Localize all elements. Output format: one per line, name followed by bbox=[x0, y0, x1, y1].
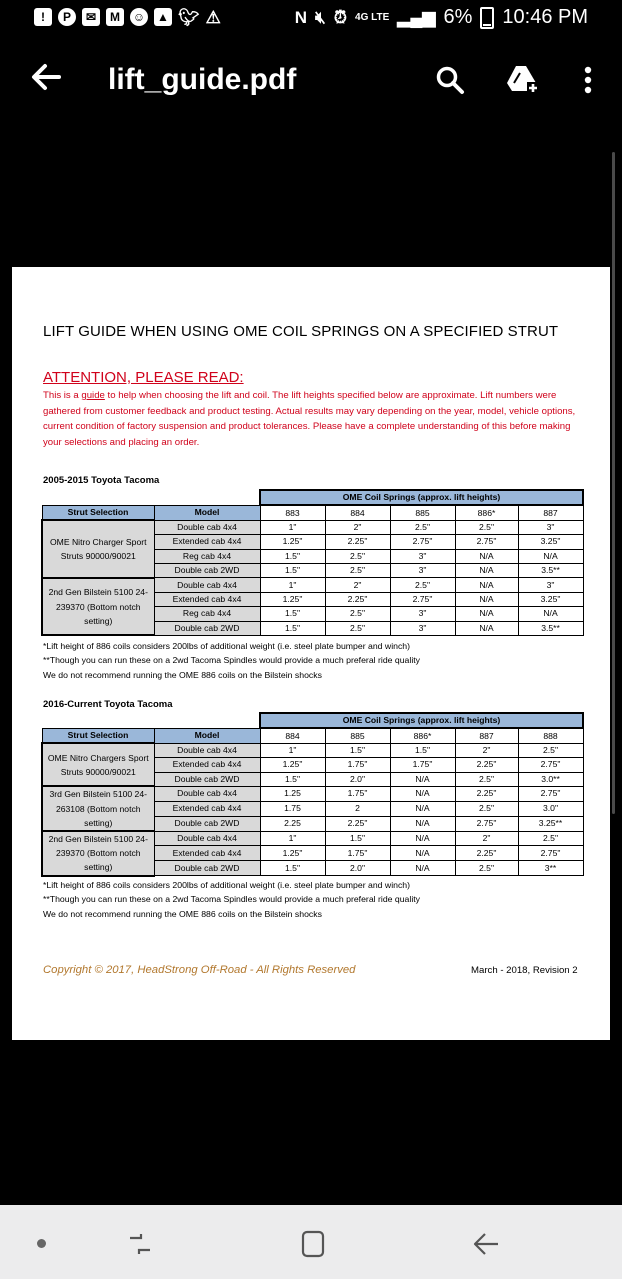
table-row bbox=[42, 786, 583, 801]
pdf-page bbox=[12, 267, 610, 1040]
model-cell: Double cab 4x4 bbox=[154, 831, 260, 846]
back-button[interactable] bbox=[26, 60, 66, 100]
model-cell: Double cab 2WD bbox=[154, 772, 260, 786]
recents-icon bbox=[126, 1230, 154, 1258]
doc-heading: LIFT GUIDE WHEN USING OME COIL SPRINGS ON A SPECIFIED STRUT bbox=[43, 323, 559, 340]
lift-value-cell: 2" bbox=[455, 831, 518, 846]
clock: 10:46 PM bbox=[502, 6, 588, 28]
lift-value-cell: 2.25" bbox=[325, 592, 390, 606]
lift-value-cell: 1.5" bbox=[390, 743, 455, 757]
lift-value-cell: 3.25" bbox=[518, 592, 583, 606]
lift-value-cell: 3" bbox=[390, 607, 455, 621]
nav-dot[interactable] bbox=[37, 1239, 46, 1248]
lift-value-cell: 1.25 bbox=[260, 786, 325, 801]
alert-icon: ! bbox=[34, 8, 52, 26]
lift-value-cell: N/A bbox=[390, 846, 455, 861]
lift-value-cell: 1.5" bbox=[260, 563, 325, 577]
coil-column-header: 886* bbox=[455, 505, 518, 520]
lift-value-cell: 2.25" bbox=[325, 816, 390, 831]
add-to-drive-button[interactable] bbox=[503, 60, 543, 100]
model-cell: Double cab 4x4 bbox=[154, 743, 260, 757]
arrow-back-icon bbox=[29, 60, 63, 94]
coil-springs-header: OME Coil Springs (approx. lift heights) bbox=[260, 490, 583, 505]
lift-value-cell: 3** bbox=[518, 861, 583, 876]
battery-percent: 6% bbox=[443, 6, 473, 28]
table-row bbox=[42, 743, 583, 757]
warning-icon: ⚠ bbox=[205, 8, 221, 27]
home-icon bbox=[299, 1229, 327, 1259]
lift-value-cell: 3" bbox=[390, 563, 455, 577]
search-icon bbox=[435, 65, 465, 95]
lift-value-cell: 1.75" bbox=[325, 846, 390, 861]
lift-value-cell: 2.5" bbox=[325, 621, 390, 635]
table-blank-corner bbox=[42, 713, 260, 728]
model-cell: Extended cab 4x4 bbox=[154, 846, 260, 861]
coil-column-header: 884 bbox=[260, 728, 325, 743]
guide-link[interactable]: guide bbox=[81, 390, 105, 401]
lift-value-cell: N/A bbox=[390, 786, 455, 801]
battery-icon bbox=[480, 7, 494, 29]
lift-value-cell: 1.25" bbox=[260, 535, 325, 549]
scrollbar[interactable] bbox=[612, 152, 615, 814]
coil-column-header: 885 bbox=[390, 505, 455, 520]
lift-value-cell: 3" bbox=[518, 520, 583, 534]
lift-value-cell: 2.75" bbox=[518, 846, 583, 861]
lift-value-cell: 1.5" bbox=[260, 772, 325, 786]
table-row bbox=[42, 831, 583, 846]
lift-value-cell: N/A bbox=[518, 607, 583, 621]
model-cell: Double cab 2WD bbox=[154, 861, 260, 876]
lift-value-cell: 2.5" bbox=[325, 607, 390, 621]
lift-value-cell: N/A bbox=[390, 801, 455, 816]
model-cell: Extended cab 4x4 bbox=[154, 592, 260, 606]
lift-value-cell: 2.5" bbox=[518, 743, 583, 757]
note-line: *Lift height of 886 coils considers 200lbs of additional weight (i.e. steel plate bumper and winch) bbox=[43, 641, 411, 651]
lift-value-cell: 2.25 bbox=[260, 816, 325, 831]
lift-value-cell: 1.75 bbox=[260, 801, 325, 816]
document-title: lift_guide.pdf bbox=[108, 63, 297, 96]
lift-value-cell: 2.0" bbox=[325, 861, 390, 876]
lift-value-cell: 1.5" bbox=[260, 621, 325, 635]
lift-value-cell: 1" bbox=[260, 831, 325, 846]
mail-icon: ✉ bbox=[82, 8, 100, 26]
lift-value-cell: N/A bbox=[455, 592, 518, 606]
twitter-icon: 🐦︎ bbox=[178, 8, 200, 27]
coil-column-header: 886* bbox=[390, 728, 455, 743]
lift-value-cell: N/A bbox=[455, 563, 518, 577]
model-cell: Double cab 4x4 bbox=[154, 786, 260, 801]
lift-value-cell: 2.25" bbox=[455, 758, 518, 772]
lift-value-cell: 1" bbox=[260, 578, 325, 592]
lift-value-cell: 2.5" bbox=[325, 549, 390, 563]
lift-value-cell: 3.0" bbox=[518, 801, 583, 816]
lift-value-cell: 2.25" bbox=[455, 786, 518, 801]
coil-column-header: 887 bbox=[518, 505, 583, 520]
lift-value-cell: N/A bbox=[455, 549, 518, 563]
attention-text-pre: This is a bbox=[43, 390, 82, 401]
lift-value-cell: 1.5" bbox=[260, 607, 325, 621]
table-blank-corner bbox=[42, 490, 260, 505]
search-button[interactable] bbox=[430, 60, 470, 100]
model-cell: Double cab 2WD bbox=[154, 621, 260, 635]
lift-value-cell: 2.5" bbox=[325, 563, 390, 577]
mute-icon: 🔇︎ bbox=[315, 7, 326, 27]
lift-value-cell: 2.0" bbox=[325, 772, 390, 786]
home-button[interactable] bbox=[293, 1224, 333, 1264]
lift-value-cell: 1.25" bbox=[260, 758, 325, 772]
gmail-icon: M bbox=[106, 8, 124, 26]
lift-value-cell: 1" bbox=[260, 520, 325, 534]
strut-column-header: Strut Selection bbox=[42, 505, 154, 520]
lift-value-cell: 1.5" bbox=[325, 743, 390, 757]
lift-value-cell: 3.5** bbox=[518, 563, 583, 577]
model-cell: Double cab 4x4 bbox=[154, 578, 260, 592]
lift-value-cell: 2.75" bbox=[455, 816, 518, 831]
lift-value-cell: 2.5" bbox=[390, 578, 455, 592]
strut-selection-cell: OME Nitro Charger Sport Struts 90000/90021 bbox=[42, 520, 154, 578]
note-line: *Lift height of 886 coils considers 200lbs of additional weight (i.e. steel plate bumper and winch) bbox=[43, 880, 411, 890]
lift-value-cell: 1.25" bbox=[260, 846, 325, 861]
strut-column-header: Strut Selection bbox=[42, 728, 154, 743]
lift-value-cell: N/A bbox=[455, 578, 518, 592]
coil-column-header: 888 bbox=[518, 728, 583, 743]
account-icon: ☺ bbox=[130, 8, 148, 26]
more-vert-icon bbox=[583, 65, 593, 95]
lift-value-cell: N/A bbox=[455, 607, 518, 621]
model-cell: Extended cab 4x4 bbox=[154, 801, 260, 816]
attention-text bbox=[43, 388, 583, 450]
model-cell: Double cab 4x4 bbox=[154, 520, 260, 534]
section2-title: 2016-Current Toyota Tacoma bbox=[43, 699, 173, 710]
lift-value-cell: 1.5" bbox=[325, 831, 390, 846]
back-nav-icon bbox=[471, 1230, 501, 1258]
lift-value-cell: 1.75" bbox=[390, 758, 455, 772]
strut-selection-cell: OME Nitro Chargers Sport Struts 90000/90021 bbox=[42, 743, 154, 786]
lift-table-2005-2015 bbox=[41, 489, 584, 636]
lift-value-cell: 2.75" bbox=[518, 786, 583, 801]
lift-value-cell: N/A bbox=[518, 549, 583, 563]
note-line: **Though you can run these on a 2wd Tacoma Spindles would provide a much preferal ride quality bbox=[43, 894, 421, 905]
lift-value-cell: 2.25" bbox=[325, 535, 390, 549]
lift-value-cell: N/A bbox=[455, 621, 518, 635]
lift-value-cell: N/A bbox=[390, 816, 455, 831]
signal-icon: ▂▄▆ bbox=[397, 7, 436, 27]
lift-table-2016-current bbox=[41, 712, 584, 877]
model-column-header: Model bbox=[154, 505, 260, 520]
lift-value-cell: 2.75" bbox=[390, 535, 455, 549]
model-column-header: Model bbox=[154, 728, 260, 743]
section1-notes bbox=[43, 639, 420, 682]
strut-selection-cell: 2nd Gen Bilstein 5100 24-239370 (Bottom notch setting) bbox=[42, 831, 154, 876]
table-row bbox=[42, 520, 583, 534]
lift-value-cell: N/A bbox=[390, 861, 455, 876]
image-icon: ▲ bbox=[154, 8, 172, 26]
coil-column-header: 883 bbox=[260, 505, 325, 520]
table-row bbox=[42, 578, 583, 592]
lift-value-cell: 2.5" bbox=[390, 520, 455, 534]
lift-value-cell: 2.5" bbox=[455, 772, 518, 786]
lift-value-cell: 2.5" bbox=[518, 831, 583, 846]
lift-value-cell: N/A bbox=[390, 831, 455, 846]
lift-value-cell: 2.25" bbox=[455, 846, 518, 861]
lift-value-cell: N/A bbox=[390, 772, 455, 786]
network-type: 4G LTE bbox=[355, 12, 390, 23]
lift-value-cell: 3" bbox=[390, 621, 455, 635]
status-bar bbox=[0, 0, 622, 38]
lift-value-cell: 3" bbox=[390, 549, 455, 563]
section1-title: 2005-2015 Toyota Tacoma bbox=[43, 475, 160, 486]
lift-value-cell: 1.25" bbox=[260, 592, 325, 606]
strut-selection-cell: 3rd Gen Bilstein 5100 24-263108 (Bottom notch setting) bbox=[42, 786, 154, 831]
lift-value-cell: 2" bbox=[325, 578, 390, 592]
attention-heading: ATTENTION, PLEASE READ: bbox=[43, 369, 244, 386]
lift-value-cell: 2" bbox=[455, 743, 518, 757]
lift-value-cell: 3.25** bbox=[518, 816, 583, 831]
lift-value-cell: 1.75" bbox=[325, 758, 390, 772]
pinterest-icon: P bbox=[58, 8, 76, 26]
strut-selection-cell: 2nd Gen Bilstein 5100 24-239370 (Bottom notch setting) bbox=[42, 578, 154, 636]
lift-value-cell: 2.5" bbox=[455, 520, 518, 534]
lift-value-cell: 3.5** bbox=[518, 621, 583, 635]
section2-notes bbox=[43, 878, 420, 921]
navigation-bar bbox=[0, 1205, 622, 1279]
model-cell: Extended cab 4x4 bbox=[154, 535, 260, 549]
coil-column-header: 884 bbox=[325, 505, 390, 520]
more-options-button[interactable] bbox=[568, 60, 608, 100]
copyright: Copyright © 2017, HeadStrong Off-Road - All Rights Reserved bbox=[43, 964, 356, 976]
model-cell: Extended cab 4x4 bbox=[154, 758, 260, 772]
note-line: We do not recommend running the OME 886 coils on the Bilstein shocks bbox=[43, 908, 322, 919]
lift-value-cell: 1.5" bbox=[260, 549, 325, 563]
coil-column-header: 885 bbox=[325, 728, 390, 743]
nfc-icon: N bbox=[294, 7, 308, 27]
coil-springs-header: OME Coil Springs (approx. lift heights) bbox=[260, 713, 583, 728]
lift-value-cell: 1.5" bbox=[260, 861, 325, 876]
lift-value-cell: 2.5" bbox=[455, 861, 518, 876]
alarm-icon: ⏰︎ bbox=[333, 7, 348, 27]
lift-value-cell: 2 bbox=[325, 801, 390, 816]
lift-value-cell: 3.25" bbox=[518, 535, 583, 549]
model-cell: Double cab 2WD bbox=[154, 816, 260, 831]
model-cell: Reg cab 4x4 bbox=[154, 607, 260, 621]
lift-value-cell: 2.75" bbox=[455, 535, 518, 549]
drive-add-icon bbox=[505, 64, 541, 96]
lift-value-cell: 2.5" bbox=[455, 801, 518, 816]
model-cell: Double cab 2WD bbox=[154, 563, 260, 577]
revision: March - 2018, Revision 2 bbox=[471, 965, 578, 976]
note-line: We do not recommend running the OME 886 coils on the Bilstein shocks bbox=[43, 669, 322, 680]
app-bar bbox=[0, 38, 622, 122]
attention-text-post: to help when choosing the lift and coil. The lift heights specified below are approximate. Lift numbers were gathered from customer feedback and product testing. Actual results may vary depending on the year, model, vehicle options, current condition of factory suspension and product tolerances. Please have a complete understanding of this before making your selections and placing an order. bbox=[43, 390, 576, 448]
coil-column-header: 887 bbox=[455, 728, 518, 743]
lift-value-cell: 3.0** bbox=[518, 772, 583, 786]
notification-icons bbox=[34, 8, 221, 28]
model-cell: Reg cab 4x4 bbox=[154, 549, 260, 563]
lift-value-cell: 2.75" bbox=[518, 758, 583, 772]
note-line: **Though you can run these on a 2wd Tacoma Spindles would provide a much preferal ride quality bbox=[43, 655, 421, 666]
lift-value-cell: 3" bbox=[518, 578, 583, 592]
lift-value-cell: 1.75" bbox=[325, 786, 390, 801]
recent-apps-button[interactable] bbox=[120, 1224, 160, 1264]
lift-value-cell: 2" bbox=[325, 520, 390, 534]
back-nav-button[interactable] bbox=[466, 1224, 506, 1264]
lift-value-cell: 1" bbox=[260, 743, 325, 757]
lift-value-cell: 2.75" bbox=[390, 592, 455, 606]
